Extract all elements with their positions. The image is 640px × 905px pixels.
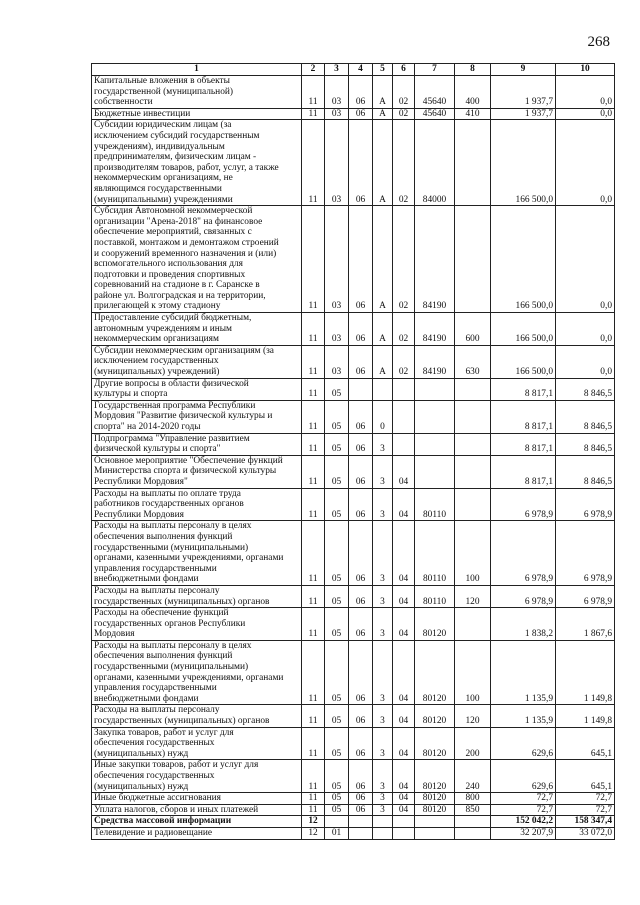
subsection-code: 03 bbox=[325, 313, 349, 346]
activity-code: 04 bbox=[393, 760, 415, 793]
column-header: 2 bbox=[302, 64, 325, 76]
amount-year-2: 0,0 bbox=[556, 206, 615, 313]
program-code: 06 bbox=[349, 76, 373, 109]
direction-code bbox=[415, 400, 455, 433]
row-name: Иные закупки товаров, работ и услуг для обеспечения государственных (муниципальных) нужд bbox=[92, 760, 302, 793]
expense-type-code bbox=[455, 206, 491, 313]
direction-code: 80120 bbox=[415, 727, 455, 760]
section-code: 11 bbox=[302, 76, 325, 109]
expense-type-code bbox=[455, 378, 491, 400]
subsection-code: 05 bbox=[325, 400, 349, 433]
table-row bbox=[92, 455, 615, 488]
row-name: Предоставление субсидий бюджетным, автономным учреждениям и иным некоммерческим организациям bbox=[92, 313, 302, 346]
direction-code: 84000 bbox=[415, 120, 455, 206]
amount-year-1: 8 817,1 bbox=[491, 378, 556, 400]
expense-type-code: 410 bbox=[455, 108, 491, 120]
expense-type-code bbox=[455, 816, 491, 828]
program-code: 06 bbox=[349, 727, 373, 760]
activity-code: 04 bbox=[393, 585, 415, 607]
program-code: 06 bbox=[349, 433, 373, 455]
row-name: Субсидии юридическим лицам (за исключением субсидий государственным учреждениям), индивидуальным предпринимателям, физическим лицам - производителям товаров, работ, услуг, а также некоммерческим организациям, не являющимся государственными (муниципальными) учреждениями bbox=[92, 120, 302, 206]
amount-year-1: 72,7 bbox=[491, 804, 556, 816]
subprogram-code: А bbox=[373, 206, 393, 313]
expense-type-code bbox=[455, 455, 491, 488]
amount-year-1: 1 838,2 bbox=[491, 608, 556, 641]
section-code: 11 bbox=[302, 727, 325, 760]
expense-type-code bbox=[455, 827, 491, 839]
activity-code: 02 bbox=[393, 76, 415, 109]
direction-code: 80120 bbox=[415, 608, 455, 641]
budget-table bbox=[91, 63, 615, 840]
amount-year-2: 1 149,8 bbox=[556, 640, 615, 705]
column-header: 8 bbox=[455, 64, 491, 76]
expense-type-code: 630 bbox=[455, 345, 491, 378]
direction-code: 84190 bbox=[415, 345, 455, 378]
direction-code: 45640 bbox=[415, 108, 455, 120]
section-code: 11 bbox=[302, 313, 325, 346]
table-row bbox=[92, 760, 615, 793]
subprogram-code: 3 bbox=[373, 705, 393, 727]
program-code: 06 bbox=[349, 608, 373, 641]
subprogram-code: А bbox=[373, 313, 393, 346]
program-code: 06 bbox=[349, 455, 373, 488]
expense-type-code bbox=[455, 608, 491, 641]
subsection-code: 05 bbox=[325, 705, 349, 727]
activity-code: 04 bbox=[393, 455, 415, 488]
amount-year-1: 8 817,1 bbox=[491, 400, 556, 433]
program-code: 06 bbox=[349, 488, 373, 521]
section-code: 11 bbox=[302, 108, 325, 120]
column-header: 6 bbox=[393, 64, 415, 76]
row-name: Расходы на выплаты по оплате труда работников государственных органов Республики Мордовия bbox=[92, 488, 302, 521]
activity-code: 04 bbox=[393, 521, 415, 586]
subprogram-code: 3 bbox=[373, 433, 393, 455]
activity-code: 02 bbox=[393, 345, 415, 378]
program-code: 06 bbox=[349, 793, 373, 805]
subprogram-code bbox=[373, 827, 393, 839]
section-code: 11 bbox=[302, 400, 325, 433]
subsection-code: 05 bbox=[325, 760, 349, 793]
amount-year-2: 8 846,5 bbox=[556, 400, 615, 433]
program-code: 06 bbox=[349, 313, 373, 346]
amount-year-2: 645,1 bbox=[556, 760, 615, 793]
activity-code: 04 bbox=[393, 804, 415, 816]
subprogram-code: 3 bbox=[373, 640, 393, 705]
table-row bbox=[92, 793, 615, 805]
subprogram-code: А bbox=[373, 345, 393, 378]
subprogram-code bbox=[373, 816, 393, 828]
amount-year-2: 158 347,4 bbox=[556, 816, 615, 828]
table-row bbox=[92, 585, 615, 607]
row-name: Расходы на выплаты персоналу в целях обеспечения выполнения функций государственными (муниципальными) органами, казенными учреждениями, органами управления государственными внебюджетными фондами bbox=[92, 521, 302, 586]
program-code bbox=[349, 827, 373, 839]
subsection-code: 01 bbox=[325, 827, 349, 839]
table-row bbox=[92, 608, 615, 641]
table-row bbox=[92, 804, 615, 816]
direction-code bbox=[415, 378, 455, 400]
subprogram-code: А bbox=[373, 76, 393, 109]
activity-code bbox=[393, 378, 415, 400]
expense-type-code: 120 bbox=[455, 585, 491, 607]
amount-year-2: 72,7 bbox=[556, 804, 615, 816]
amount-year-2: 0,0 bbox=[556, 76, 615, 109]
column-header: 1 bbox=[92, 64, 302, 76]
amount-year-2: 6 978,9 bbox=[556, 585, 615, 607]
amount-year-1: 166 500,0 bbox=[491, 120, 556, 206]
direction-code: 80110 bbox=[415, 585, 455, 607]
direction-code bbox=[415, 455, 455, 488]
amount-year-1: 629,6 bbox=[491, 727, 556, 760]
amount-year-1: 8 817,1 bbox=[491, 433, 556, 455]
amount-year-2: 6 978,9 bbox=[556, 521, 615, 586]
section-code: 11 bbox=[302, 608, 325, 641]
section-code: 11 bbox=[302, 488, 325, 521]
program-code: 06 bbox=[349, 640, 373, 705]
section-code: 11 bbox=[302, 760, 325, 793]
row-name: Закупка товаров, работ и услуг для обеспечения государственных (муниципальных) нужд bbox=[92, 727, 302, 760]
activity-code: 04 bbox=[393, 640, 415, 705]
subprogram-code: 3 bbox=[373, 727, 393, 760]
table-row bbox=[92, 727, 615, 760]
amount-year-1: 1 135,9 bbox=[491, 705, 556, 727]
amount-year-2: 6 978,9 bbox=[556, 488, 615, 521]
activity-code: 04 bbox=[393, 608, 415, 641]
amount-year-2: 8 846,5 bbox=[556, 378, 615, 400]
amount-year-2: 8 846,5 bbox=[556, 455, 615, 488]
amount-year-1: 6 978,9 bbox=[491, 521, 556, 586]
direction-code bbox=[415, 816, 455, 828]
section-code: 11 bbox=[302, 640, 325, 705]
subprogram-code: 3 bbox=[373, 793, 393, 805]
direction-code: 80120 bbox=[415, 705, 455, 727]
expense-type-code: 800 bbox=[455, 793, 491, 805]
section-code: 11 bbox=[302, 206, 325, 313]
subsection-code: 05 bbox=[325, 727, 349, 760]
section-code: 12 bbox=[302, 827, 325, 839]
table-body bbox=[92, 76, 615, 840]
program-code: 06 bbox=[349, 400, 373, 433]
expense-type-code bbox=[455, 488, 491, 521]
subsection-code: 03 bbox=[325, 206, 349, 313]
table-header bbox=[92, 64, 615, 76]
amount-year-1: 32 207,9 bbox=[491, 827, 556, 839]
row-name: Расходы на выплаты персоналу в целях обеспечения выполнения функций государственными (муниципальными) органами, казенными учреждениями, органами управления государственными внебюджетными фондами bbox=[92, 640, 302, 705]
activity-code bbox=[393, 827, 415, 839]
direction-code: 84190 bbox=[415, 206, 455, 313]
subsection-code: 03 bbox=[325, 76, 349, 109]
direction-code: 80120 bbox=[415, 793, 455, 805]
activity-code: 02 bbox=[393, 206, 415, 313]
table-row bbox=[92, 345, 615, 378]
section-code: 11 bbox=[302, 378, 325, 400]
subprogram-code: 3 bbox=[373, 455, 393, 488]
section-code: 11 bbox=[302, 433, 325, 455]
activity-code: 04 bbox=[393, 793, 415, 805]
amount-year-2: 72,7 bbox=[556, 793, 615, 805]
row-name: Основное мероприятие "Обеспечение функций Министерства спорта и физической культуры Республики Мордовия" bbox=[92, 455, 302, 488]
activity-code: 02 bbox=[393, 108, 415, 120]
row-name: Другие вопросы в области физической культуры и спорта bbox=[92, 378, 302, 400]
row-name: Уплата налогов, сборов и иных платежей bbox=[92, 804, 302, 816]
amount-year-2: 0,0 bbox=[556, 120, 615, 206]
amount-year-2: 0,0 bbox=[556, 313, 615, 346]
subprogram-code: 3 bbox=[373, 585, 393, 607]
activity-code: 04 bbox=[393, 488, 415, 521]
table-row bbox=[92, 433, 615, 455]
amount-year-1: 72,7 bbox=[491, 793, 556, 805]
amount-year-1: 629,6 bbox=[491, 760, 556, 793]
program-code: 06 bbox=[349, 120, 373, 206]
direction-code: 45640 bbox=[415, 76, 455, 109]
amount-year-1: 166 500,0 bbox=[491, 313, 556, 346]
row-name: Субсидии некоммерческим организациям (за исключением государственных (муниципальных) учреждений) bbox=[92, 345, 302, 378]
table-row bbox=[92, 76, 615, 109]
expense-type-code: 200 bbox=[455, 727, 491, 760]
row-name: Телевидение и радиовещание bbox=[92, 827, 302, 839]
direction-code: 84190 bbox=[415, 313, 455, 346]
section-code: 11 bbox=[302, 705, 325, 727]
subsection-code: 05 bbox=[325, 378, 349, 400]
table-row bbox=[92, 108, 615, 120]
amount-year-2: 645,1 bbox=[556, 727, 615, 760]
section-code: 11 bbox=[302, 804, 325, 816]
program-code: 06 bbox=[349, 585, 373, 607]
program-code: 06 bbox=[349, 705, 373, 727]
activity-code: 04 bbox=[393, 727, 415, 760]
expense-type-code bbox=[455, 120, 491, 206]
direction-code: 80120 bbox=[415, 760, 455, 793]
subsection-code: 05 bbox=[325, 608, 349, 641]
activity-code: 02 bbox=[393, 120, 415, 206]
header-row bbox=[92, 64, 615, 76]
subprogram-code: 3 bbox=[373, 608, 393, 641]
program-code: 06 bbox=[349, 206, 373, 313]
direction-code: 80110 bbox=[415, 521, 455, 586]
subprogram-code bbox=[373, 378, 393, 400]
table-row bbox=[92, 521, 615, 586]
program-code: 06 bbox=[349, 521, 373, 586]
subsection-code: 05 bbox=[325, 521, 349, 586]
amount-year-1: 1 135,9 bbox=[491, 640, 556, 705]
row-name: Подпрограмма "Управление развитием физической культуры и спорта" bbox=[92, 433, 302, 455]
subsection-code: 05 bbox=[325, 640, 349, 705]
row-name: Средства массовой информации bbox=[92, 816, 302, 828]
column-header: 4 bbox=[349, 64, 373, 76]
activity-code: 04 bbox=[393, 705, 415, 727]
amount-year-1: 1 937,7 bbox=[491, 108, 556, 120]
table-row bbox=[92, 378, 615, 400]
column-header: 3 bbox=[325, 64, 349, 76]
subprogram-code: 3 bbox=[373, 760, 393, 793]
activity-code: 02 bbox=[393, 313, 415, 346]
expense-type-code: 100 bbox=[455, 640, 491, 705]
row-name: Расходы на обеспечение функций государственных органов Республики Мордовия bbox=[92, 608, 302, 641]
subsection-code: 05 bbox=[325, 488, 349, 521]
activity-code bbox=[393, 433, 415, 455]
subsection-code: 05 bbox=[325, 585, 349, 607]
subprogram-code: 3 bbox=[373, 521, 393, 586]
section-code: 11 bbox=[302, 585, 325, 607]
expense-type-code: 100 bbox=[455, 521, 491, 586]
activity-code bbox=[393, 816, 415, 828]
subsection-code: 05 bbox=[325, 455, 349, 488]
table-row bbox=[92, 705, 615, 727]
program-code bbox=[349, 816, 373, 828]
section-code: 11 bbox=[302, 521, 325, 586]
subprogram-code: 3 bbox=[373, 804, 393, 816]
amount-year-1: 166 500,0 bbox=[491, 345, 556, 378]
row-name: Субсидия Автономной некоммерческой организации "Арена-2018" на финансовое обеспечение мероприятий, связанных с поставкой, монтажом и демонтажом строений и сооружений временного назначения и (или) вспомогательного использования для подготовки и проведения спортивных соревнований на стадионе в г. Саранске в районе ул. Волгоградская и на территории, прилегающей к этому стадиону bbox=[92, 206, 302, 313]
amount-year-2: 1 867,6 bbox=[556, 608, 615, 641]
program-code: 06 bbox=[349, 760, 373, 793]
direction-code: 80120 bbox=[415, 804, 455, 816]
subprogram-code: А bbox=[373, 120, 393, 206]
table-row bbox=[92, 640, 615, 705]
table-row bbox=[92, 827, 615, 839]
subsection-code: 05 bbox=[325, 804, 349, 816]
amount-year-2: 1 149,8 bbox=[556, 705, 615, 727]
section-code: 12 bbox=[302, 816, 325, 828]
section-code: 11 bbox=[302, 455, 325, 488]
amount-year-1: 152 042,2 bbox=[491, 816, 556, 828]
subsection-code: 03 bbox=[325, 120, 349, 206]
direction-code: 80120 bbox=[415, 640, 455, 705]
expense-type-code: 120 bbox=[455, 705, 491, 727]
column-header: 10 bbox=[556, 64, 615, 76]
column-header: 5 bbox=[373, 64, 393, 76]
column-header: 7 bbox=[415, 64, 455, 76]
activity-code bbox=[393, 400, 415, 433]
row-name: Иные бюджетные ассигнования bbox=[92, 793, 302, 805]
subsection-code: 03 bbox=[325, 345, 349, 378]
row-name: Капитальные вложения в объекты государственной (муниципальной) собственности bbox=[92, 76, 302, 109]
expense-type-code: 850 bbox=[455, 804, 491, 816]
expense-type-code bbox=[455, 433, 491, 455]
direction-code: 80110 bbox=[415, 488, 455, 521]
row-name: Расходы на выплаты персоналу государственных (муниципальных) органов bbox=[92, 705, 302, 727]
table-row bbox=[92, 400, 615, 433]
direction-code bbox=[415, 827, 455, 839]
section-code: 11 bbox=[302, 120, 325, 206]
row-name: Бюджетные инвестиции bbox=[92, 108, 302, 120]
subsection-code bbox=[325, 816, 349, 828]
subprogram-code: А bbox=[373, 108, 393, 120]
amount-year-2: 8 846,5 bbox=[556, 433, 615, 455]
row-name: Расходы на выплаты персоналу государственных (муниципальных) органов bbox=[92, 585, 302, 607]
subsection-code: 05 bbox=[325, 793, 349, 805]
amount-year-2: 0,0 bbox=[556, 345, 615, 378]
program-code: 06 bbox=[349, 804, 373, 816]
expense-type-code bbox=[455, 400, 491, 433]
amount-year-2: 0,0 bbox=[556, 108, 615, 120]
program-code: 06 bbox=[349, 108, 373, 120]
table-row bbox=[92, 206, 615, 313]
table-row bbox=[92, 816, 615, 828]
table-row bbox=[92, 313, 615, 346]
amount-year-1: 8 817,1 bbox=[491, 455, 556, 488]
section-code: 11 bbox=[302, 793, 325, 805]
expense-type-code: 600 bbox=[455, 313, 491, 346]
column-header: 9 bbox=[491, 64, 556, 76]
subsection-code: 03 bbox=[325, 108, 349, 120]
expense-type-code: 240 bbox=[455, 760, 491, 793]
direction-code bbox=[415, 433, 455, 455]
program-code: 06 bbox=[349, 345, 373, 378]
page-number: 268 bbox=[587, 34, 610, 50]
table-row bbox=[92, 488, 615, 521]
subsection-code: 05 bbox=[325, 433, 349, 455]
program-code bbox=[349, 378, 373, 400]
subprogram-code: 0 bbox=[373, 400, 393, 433]
table-row bbox=[92, 120, 615, 206]
amount-year-1: 166 500,0 bbox=[491, 206, 556, 313]
amount-year-1: 6 978,9 bbox=[491, 488, 556, 521]
subprogram-code: 3 bbox=[373, 488, 393, 521]
amount-year-1: 6 978,9 bbox=[491, 585, 556, 607]
amount-year-2: 33 072,0 bbox=[556, 827, 615, 839]
row-name: Государственная программа Республики Мордовия "Развитие физической культуры и спорта" на 2014-2020 годы bbox=[92, 400, 302, 433]
expense-type-code: 400 bbox=[455, 76, 491, 109]
amount-year-1: 1 937,7 bbox=[491, 76, 556, 109]
section-code: 11 bbox=[302, 345, 325, 378]
